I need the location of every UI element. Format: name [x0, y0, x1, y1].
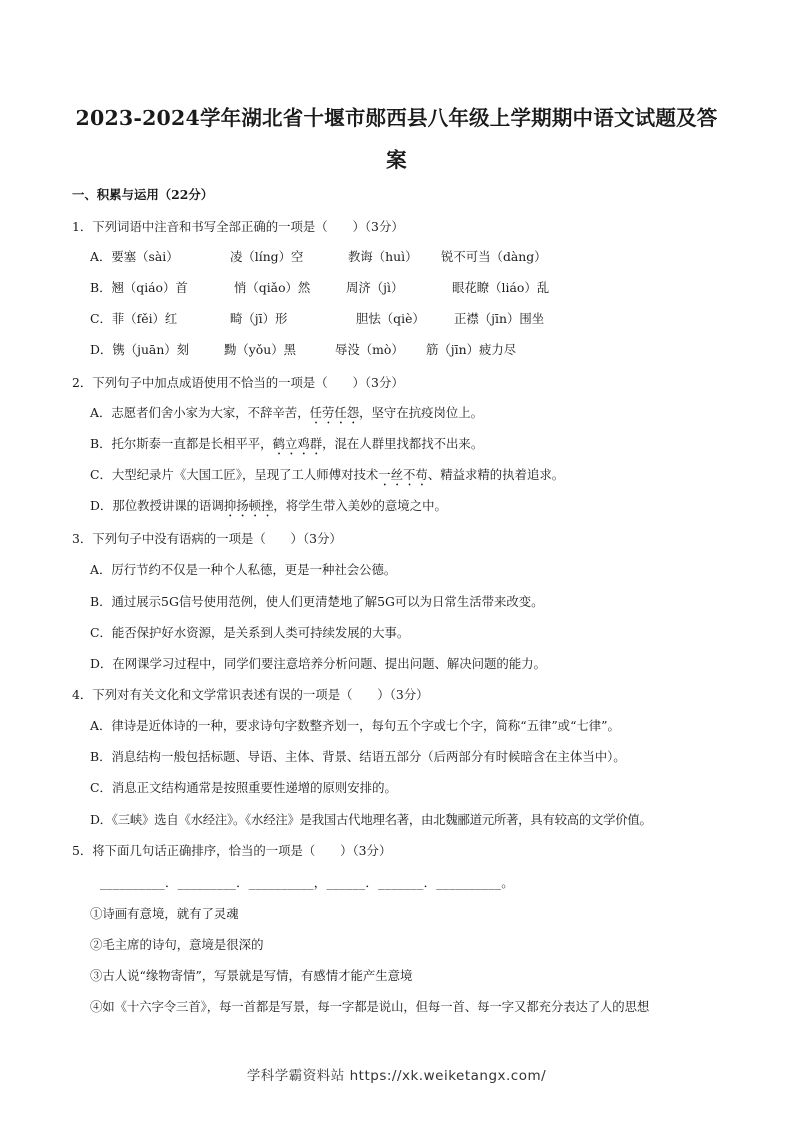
question-5-answer-blanks: __________．_________．__________，______．_______．__________。 — [100, 875, 514, 890]
question-2-stem: 2．下列句子中加点成语使用不恰当的一项是（ ）（3分） — [72, 375, 404, 390]
option-a-term-2: 凌（líng）空 — [230, 249, 304, 264]
option-a-term-4: 锐不可当（dàng） — [441, 249, 547, 264]
emphasized-idiom: 抑扬顿挫 — [223, 498, 274, 513]
option-d-term-3: 辱没（mò） — [335, 342, 404, 357]
option-b-term-3: 周济（jì） — [346, 280, 404, 295]
question-3-stem: 3．下列句子中没有语病的一项是（ ）（3分） — [72, 531, 342, 546]
option-c-term-3: 胆怯（qiè） — [356, 311, 425, 326]
option-d-term-4: 筋（jīn）疲力尽 — [426, 342, 517, 357]
option-b-term-4: 眼花瞭（liáo）乱 — [452, 280, 550, 295]
question-2-option-a: A．志愿者们舍小家为大家，不辞辛苦，任劳任怨，坚守在抗疫岗位上。 — [90, 405, 484, 420]
option-c-term-4: 正襟（jīn）围坐 — [454, 311, 545, 326]
section-heading: 一、积累与运用（22分） — [72, 187, 214, 202]
question-1-stem: 1．下列词语中注音和书写全部正确的一项是（ ）（3分） — [72, 219, 404, 234]
question-5-item-2: ②毛主席的诗句，意境是很深的 — [90, 937, 264, 952]
option-d-term-1: D．镌（juān）刻 — [90, 342, 190, 357]
question-2-option-c: C．大型纪录片《大国工匠》，呈现了工人师傅对技术一丝不苟、精益求精的执着追求。 — [90, 467, 565, 482]
option-c-term-2: 畸（jī）形 — [230, 311, 288, 326]
question-4-option-b: B．消息结构一般包括标题、导语、主体、背景、结语五部分（后两部分有时候暗含在主体当中）。 — [90, 749, 626, 764]
question-4-stem: 4．下列对有关文化和文学常识表述有误的一项是（ ）（3分） — [72, 687, 429, 702]
option-b-term-1: B．翘（qiáo）首 — [90, 280, 188, 295]
question-5-item-1: ①诗画有意境，就有了灵魂 — [90, 906, 239, 921]
document-title-line-1: 2023-2024学年湖北省十堰市郧西县八年级上学期期中语文试题及答 — [75, 106, 718, 130]
question-5-item-4: ④如《十六字令三首》，每一首都是写景，每一字都是说山，但每一首、每一字又都充分表达了人的思想 — [90, 999, 650, 1014]
footer-watermark: 学科学霸资料站 https://xk.weiketangx.com/ — [246, 1068, 547, 1084]
question-3-option-b: B．通过展示5G信号使用范例，使人们更清楚地了解5G可以为日常生活带来改变。 — [90, 594, 544, 609]
option-c-term-1: C．菲（fěi）红 — [90, 311, 178, 326]
question-2-option-b: B．托尔斯泰一直都是长相平平，鹤立鸡群，混在人群里找都找不出来。 — [90, 436, 484, 451]
question-3-option-a: A．厉行节约不仅是一种个人私德，更是一种社会公德。 — [90, 562, 397, 577]
emphasized-idiom: 鹤立鸡群 — [272, 436, 323, 451]
option-d-term-2: 黝（yǒu）黑 — [224, 342, 297, 357]
option-b-term-2: 悄（qiǎo）然 — [234, 280, 311, 295]
question-3-option-c: C．能否保护好水资源，是关系到人类可持续发展的大事。 — [90, 625, 410, 640]
question-5-item-3: ③古人说“缘物寄情”，写景就是写情，有感情才能产生意境 — [90, 968, 413, 983]
question-5-stem: 5．将下面几句话正确排序，恰当的一项是（ ）（3分） — [72, 843, 392, 858]
question-4-option-c: C．消息正文结构通常是按照重要性递增的原则安排的。 — [90, 780, 397, 795]
emphasized-idiom: 任劳任怨 — [309, 405, 360, 420]
emphasized-idiom: 一丝不苟 — [378, 467, 428, 482]
question-2-option-d: D．那位教授讲课的语调抑扬顿挫，将学生带入美妙的意境之中。 — [90, 498, 447, 513]
question-4-option-a: A．律诗是近体诗的一种，要求诗句字数整齐划一，每句五个字或七个字，简称“五律”或“七律”。 — [90, 718, 620, 733]
question-4-option-d: D．《三峡》选自《水经注》。《水经注》是我国古代地理名著，由北魏郦道元所著，具有较高的文学价值。 — [90, 812, 652, 827]
option-a-term-1: A．要塞（sài） — [90, 249, 179, 264]
option-a-term-3: 教诲（huì） — [348, 249, 418, 264]
document-title-line-2: 案 — [386, 148, 407, 172]
question-3-option-d: D．在网课学习过程中，同学们要注意培养分析问题、提出问题、解决问题的能力。 — [90, 656, 546, 671]
